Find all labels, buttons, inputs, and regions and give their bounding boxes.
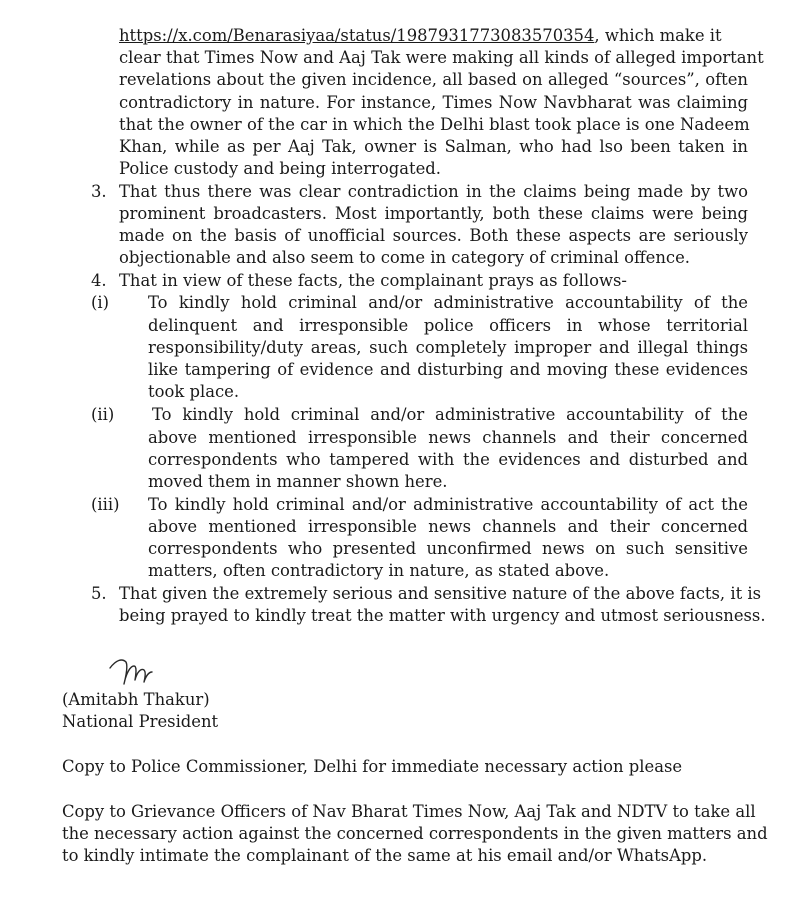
para3-line: prominent broadcasters. Most importantly, both these claims were being (119, 204, 748, 223)
copy-grievance-line: Copy to Grievance Officers of Nav Bharat Times Now, Aaj Tak and NDTV to take all (62, 802, 756, 821)
para3-line: objectionable and also seem to come in category of criminal offence. (119, 248, 690, 267)
para2-first-line-tail: , which make it (594, 26, 722, 45)
prayer-ii-number: (ii) (91, 405, 115, 424)
para2-line: Khan, while as per Aaj Tak, owner is Salman, who had lso been taken in (119, 137, 748, 156)
prayer-i-line: To kindly hold criminal and/or administrative accountability of the (148, 293, 748, 312)
prayer-i-number: (i) (91, 293, 110, 312)
prayer-i-line: took place. (148, 382, 240, 401)
para5-line: That given the extremely serious and sensitive nature of the above facts, it is (119, 584, 762, 603)
para4-number: 4. (91, 271, 107, 290)
para3-line: That thus there was clear contradiction in the claims being made by two (119, 182, 748, 201)
signatory-name: (Amitabh Thakur) (62, 690, 210, 709)
para2-line: contradictory in nature. For instance, Times Now Navbharat was claiming (119, 93, 748, 112)
prayer-ii-line: To kindly hold criminal and/or administrative accountability of the (152, 405, 748, 424)
prayer-i-line: responsibility/duty areas, such completely improper and illegal things (148, 338, 748, 357)
para4-text: That in view of these facts, the complainant prays as follows- (119, 271, 627, 290)
copy-police-commissioner: Copy to Police Commissioner, Delhi for immediate necessary action please (62, 757, 683, 776)
prayer-ii-line: moved them in manner shown here. (148, 472, 448, 491)
para5-line: being prayed to kindly treat the matter with urgency and utmost seriousness. (119, 606, 766, 625)
prayer-iii-line: above mentioned irresponsible news channels and their concerned (148, 517, 748, 536)
status-link[interactable]: https://x.com/Benarasiyaa/status/1987931773083570354 (119, 26, 595, 45)
para3-number: 3. (91, 182, 107, 201)
prayer-iii-line: matters, often contradictory in nature, as stated above. (148, 561, 610, 580)
para2-line: clear that Times Now and Aaj Tak were making all kinds of alleged important (119, 48, 764, 67)
para2-first-line (119, 25, 748, 47)
para2-line: Police custody and being interrogated. (119, 159, 441, 178)
para3-line: made on the basis of unofficial sources. Both these aspects are seriously (119, 226, 748, 245)
prayer-iii-number: (iii) (91, 495, 120, 514)
prayer-ii-line: above mentioned irresponsible news channels and their concerned (148, 428, 748, 447)
para5-number: 5. (91, 584, 107, 603)
prayer-ii-line: correspondents who tampered with the evidences and disturbed and (148, 450, 748, 469)
signatory-title: National President (62, 712, 219, 731)
prayer-iii-line: correspondents who presented unconfirmed news on such sensitive (148, 539, 748, 558)
prayer-iii-line: To kindly hold criminal and/or administrative accountability of act the (148, 495, 748, 514)
copy-grievance-line: the necessary action against the concerned correspondents in the given matters and (62, 824, 768, 843)
handwritten-signature (108, 654, 154, 688)
copy-grievance-line: to kindly intimate the complainant of the same at his email and/or WhatsApp. (62, 846, 708, 865)
prayer-i-line: like tampering of evidence and disturbing and moving these evidences (148, 360, 748, 379)
prayer-i-line: delinquent and irresponsible police officers in whose territorial (148, 316, 748, 335)
para2-line: that the owner of the car in which the Delhi blast took place is one Nadeem (119, 115, 750, 134)
para2-line: revelations about the given incidence, all based on alleged “sources”, often (119, 70, 748, 89)
